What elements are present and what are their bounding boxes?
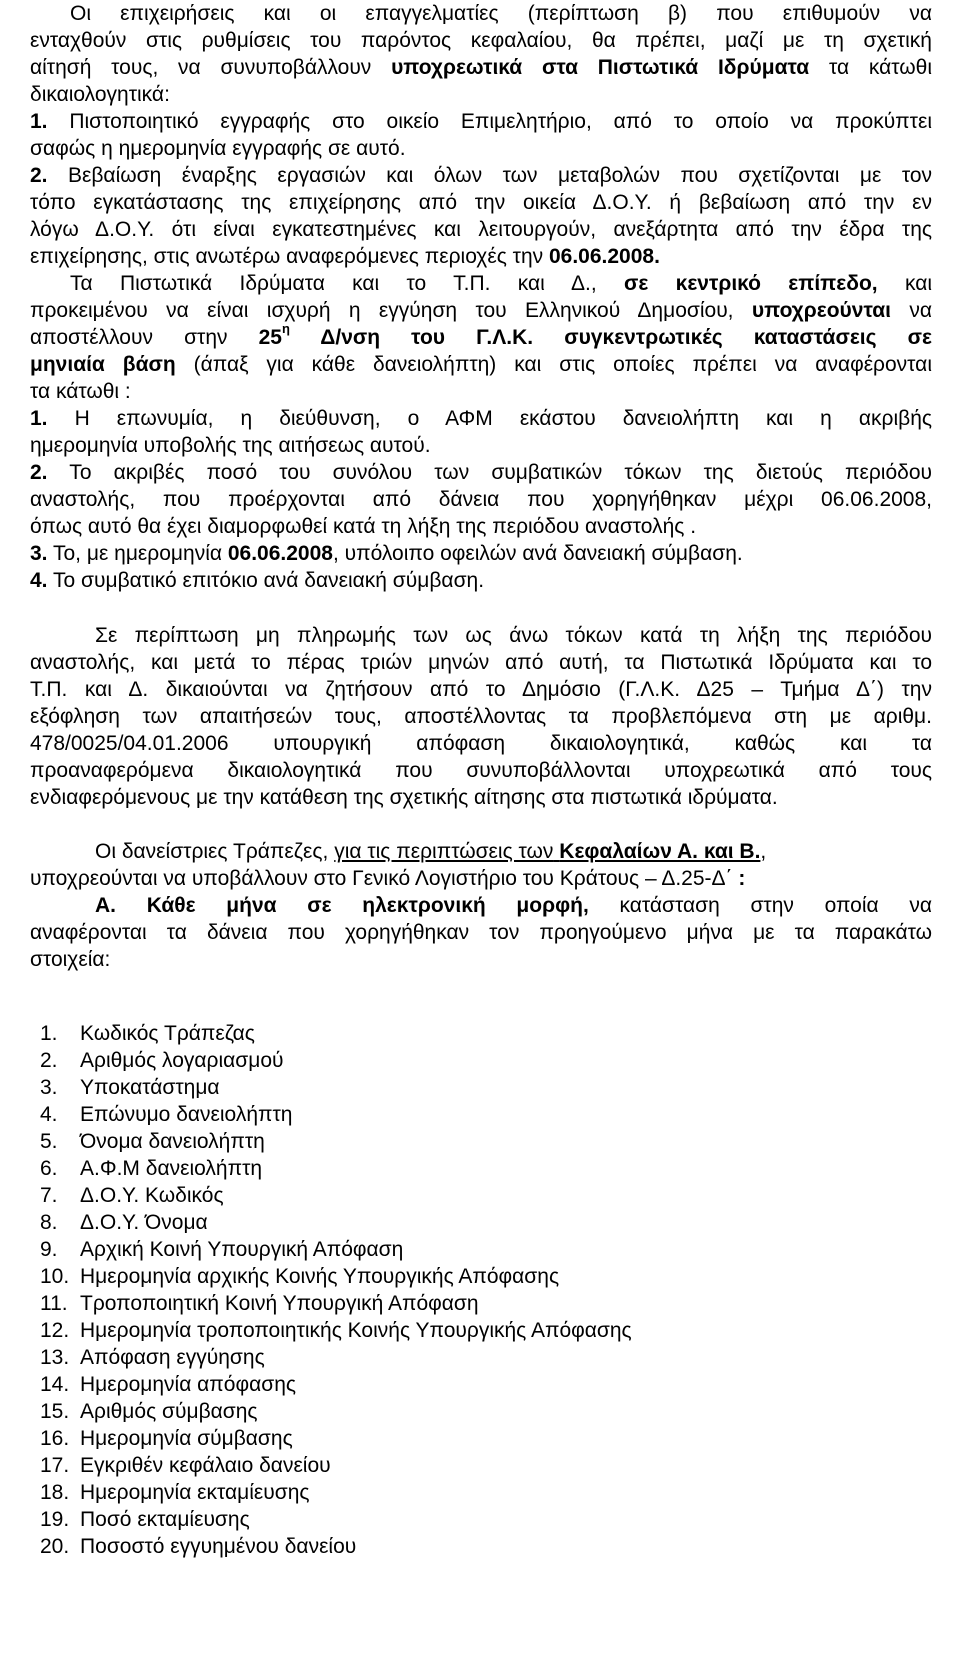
list-number: 1. (40, 1022, 58, 1045)
list-number: 7. (40, 1184, 58, 1207)
text: Σε περίπτωση μη πληρωμής των ως άνω τόκων κατά τη λήξη της περιόδου (95, 624, 932, 647)
list-number: 14. (40, 1373, 70, 1396)
list-number: 8. (40, 1211, 58, 1234)
list-text: Τροποποιητική Κοινή Υπουργική Απόφαση (80, 1292, 479, 1315)
text: (άπαξ για κάθε δανειολήπτη) και στις οποίες πρέπει να αναφέρονται (193, 353, 932, 376)
list-text: Ημερομηνία εκταμίευσης (80, 1481, 310, 1504)
text: αποστέλλουν στην (30, 326, 228, 349)
list-number: 19. (40, 1508, 70, 1531)
list-number: 16. (40, 1427, 70, 1450)
text: Οι επιχειρήσεις και οι επαγγελματίες (περίπτωση β) που επιθυμούν να (70, 2, 932, 25)
list-number: 1. (30, 110, 48, 133)
paragraph-line: ενταχθούν στις ρυθμίσεις του παρόντος κεφαλαίου, θα πρέπει, μαζί με τη σχετική (30, 29, 932, 52)
list-number: 10. (40, 1265, 70, 1288)
text: Δ/νση του Γ.Λ.Κ. (320, 326, 534, 349)
list-text: Δ.Ο.Υ. Όνομα (80, 1211, 208, 1234)
list-text: Όνομα δανειολήπτη (80, 1130, 265, 1153)
paragraph-line (30, 622, 932, 650)
superscript: η (281, 321, 290, 336)
text: Η επωνυμία, η διεύθυνση, ο ΑΦΜ εκάστου δανειολήπτη και η ακριβής (74, 407, 932, 430)
bold-text: συγκεντρωτικές καταστάσεις σε (564, 326, 932, 349)
paragraph-line (30, 321, 932, 352)
bold-text: Α. Κάθε μήνα σε ηλεκτρονική μορφή, (95, 894, 589, 917)
list-number: 2. (40, 1049, 58, 1072)
text: , υπόλοιπο οφειλών ανά δανειακή σύμβαση. (332, 542, 743, 565)
list-text: Εγκριθέν κεφάλαιο δανείου (80, 1454, 331, 1477)
list-number: 12. (40, 1319, 70, 1342)
list-number: 15. (40, 1400, 70, 1423)
list-number: 18. (40, 1481, 70, 1504)
paragraph-line (30, 351, 932, 379)
paragraph-line: δικαιολογητικά: (30, 83, 170, 106)
paragraph-line (30, 243, 932, 271)
bold-text: μηνιαία βάση (30, 353, 176, 376)
list-text: Α.Φ.Μ δανειολήπτη (80, 1157, 263, 1180)
list-text: Απόφαση εγγύησης (80, 1346, 265, 1369)
list-number: 3. (40, 1076, 58, 1099)
paragraph-line (30, 567, 932, 595)
list-number: 20. (40, 1535, 70, 1558)
text: κατάσταση στην οποία να (619, 894, 932, 917)
text: υποχρεούνται να υποβάλλουν στο Γενικό Λογιστήριο του Κράτους – Δ.25-Δ΄ (30, 867, 733, 890)
list-text: Ημερομηνία σύμβασης (80, 1427, 293, 1450)
text: Το, με ημερομηνία (52, 542, 222, 565)
paragraph-line: όπως αυτό θα έχει διαμορφωθεί κατά τη λήξη της περιόδου αναστολής . (30, 515, 697, 538)
list-number: 2. (30, 461, 48, 484)
text: για τις περιπτώσεις των (334, 840, 554, 863)
paragraph-line: 478/0025/04.01.2006 υπουργική απόφαση δικαιολογητικά, καθώς και τα (30, 732, 932, 755)
list-text: Αριθμός σύμβασης (80, 1400, 258, 1423)
list-text: Ημερομηνία απόφασης (80, 1373, 296, 1396)
text: Πιστοποιητικό εγγραφής στο οικείο Επιμελητήριο, από το οποίο να προκύπτει (69, 110, 932, 133)
paragraph-line: εξόφληση των απαιτήσεών τους, αποστέλλοντας τα προβλεπόμενα στη με αριθμ. (30, 705, 932, 728)
paragraph-line: αναστολής, και μετά το πέρας τριών μηνών από αυτή, τα Πιστωτικά Ιδρύματα και το (30, 651, 932, 674)
text: 25 (258, 326, 282, 349)
list-number: 3. (30, 542, 48, 565)
text: επιχείρησης, στις ανωτέρω αναφερόμενες περιοχές την (30, 245, 544, 268)
paragraph-line (30, 459, 932, 487)
list-number: 1. (30, 407, 48, 430)
paragraph-line: τα κάτωθι : (30, 380, 131, 403)
paragraph-line (30, 892, 932, 920)
paragraph-line (30, 270, 932, 298)
list-text: Δ.Ο.Υ. Κωδικός (80, 1184, 224, 1207)
paragraph-line: στοιχεία: (30, 948, 111, 971)
list-number: 13. (40, 1346, 70, 1369)
paragraph-line (30, 162, 932, 190)
list-number: 6. (40, 1157, 58, 1180)
paragraph-line (30, 0, 932, 28)
list-text: Αριθμός λογαριασμού (80, 1049, 284, 1072)
list-number: 5. (40, 1130, 58, 1153)
bold-text: υποχρεούνται (751, 299, 891, 322)
bold-date: 06.06.2008. (548, 245, 660, 268)
list-text: Επώνυμο δανειολήπτη (80, 1103, 293, 1126)
text: τα κάτωθι (828, 56, 932, 79)
paragraph-line: Τ.Π. και Δ. δικαιούνται να ζητήσουν από το Δημόσιο (Γ.Λ.Κ. Δ25 – Τμήμα Δ΄) την (30, 678, 932, 701)
paragraph-line (30, 838, 932, 866)
list-number: 11. (40, 1292, 68, 1315)
list-text: Ποσό εκταμίευσης (80, 1508, 250, 1531)
paragraph-line: τόπο εγκατάστασης της επιχείρησης από την οικεία Δ.Ο.Υ. ή βεβαίωση από την εν (30, 191, 932, 214)
text: και (904, 272, 933, 295)
paragraph-line: ενδιαφερόμενους με την κατάθεση της σχετικής αίτησης στα πιστωτικά ιδρύματα. (30, 786, 778, 809)
list-text: Κωδικός Τράπεζας (80, 1022, 255, 1045)
underlined-text (334, 840, 760, 863)
text: , (760, 840, 767, 863)
paragraph-line (30, 405, 932, 433)
list-number: 4. (40, 1103, 58, 1126)
paragraph-line: προαναφερόμενα δικαιολογητικά που συνυποβάλλονται υποχρεωτικά από τους (30, 759, 932, 782)
list-text: Ημερομηνία αρχικής Κοινής Υπουργικής Απόφασης (80, 1265, 560, 1288)
paragraph-line (30, 297, 932, 325)
text: Το συμβατικό επιτόκιο ανά δανειακή σύμβαση. (52, 569, 485, 592)
text: Τα Πιστωτικά Ιδρύματα και το Τ.Π. και Δ., (70, 272, 597, 295)
bold-date: 06.06.2008 (227, 542, 333, 565)
list-number: 17. (40, 1454, 70, 1477)
paragraph-line: αναστολής, που προέρχονται από δάνεια που χορηγήθηκαν μέχρι 06.06.2008, (30, 488, 932, 511)
paragraph-line (30, 108, 932, 136)
list-number: 2. (30, 164, 48, 187)
paragraph-line: λόγω Δ.Ο.Υ. ότι είναι εγκατεστημένες και λειτουργούν, ανεξάρτητα από την έδρα της (30, 218, 932, 241)
text: Οι δανείστριες Τράπεζες, (95, 840, 329, 863)
text: Βεβαίωση έναρξης εργασιών και όλων των μεταβολών που σχετίζονται με τον (67, 164, 932, 187)
list-text: Αρχική Κοινή Υπουργική Απόφαση (80, 1238, 404, 1261)
bold-text (258, 321, 534, 349)
bold-text: Κεφαλαίων Α. και Β. (559, 840, 761, 863)
text: αίτησή τους, να συνυποβάλλουν (30, 56, 372, 79)
list-text: Ποσοστό εγγυημένου δανείου (80, 1535, 357, 1558)
bold-text: σε κεντρικό επίπεδο, (623, 272, 878, 295)
paragraph-line (30, 540, 932, 568)
paragraph-line (30, 865, 932, 893)
bold-text: : (738, 867, 746, 890)
bold-text: υποχρεωτικά στα Πιστωτικά Ιδρύματα (391, 56, 810, 79)
paragraph-line (30, 54, 932, 82)
list-text: Ημερομηνία τροποποιητικής Κοινής Υπουργικής Απόφασης (80, 1319, 632, 1342)
text: να (909, 299, 932, 322)
list-text: Υποκατάστημα (80, 1076, 220, 1099)
list-number: 9. (40, 1238, 58, 1261)
list-number: 4. (30, 569, 48, 592)
paragraph-line: αναφέρονται τα δάνεια που χορηγήθηκαν τον προηγούμενο μήνα με τα παρακάτω (30, 921, 932, 944)
text: Το ακριβές ποσό του συνόλου των συμβατικών τόκων της διετούς περιόδου (69, 461, 932, 484)
paragraph-line: ημερομηνία υποβολής της αιτήσεως αυτού. (30, 434, 431, 457)
text: προκειμένου να είναι ισχυρή η εγγύηση του Ελληνικού Δημοσίου, (30, 299, 734, 322)
paragraph-line: σαφώς η ημερομηνία εγγραφής σε αυτό. (30, 137, 406, 160)
